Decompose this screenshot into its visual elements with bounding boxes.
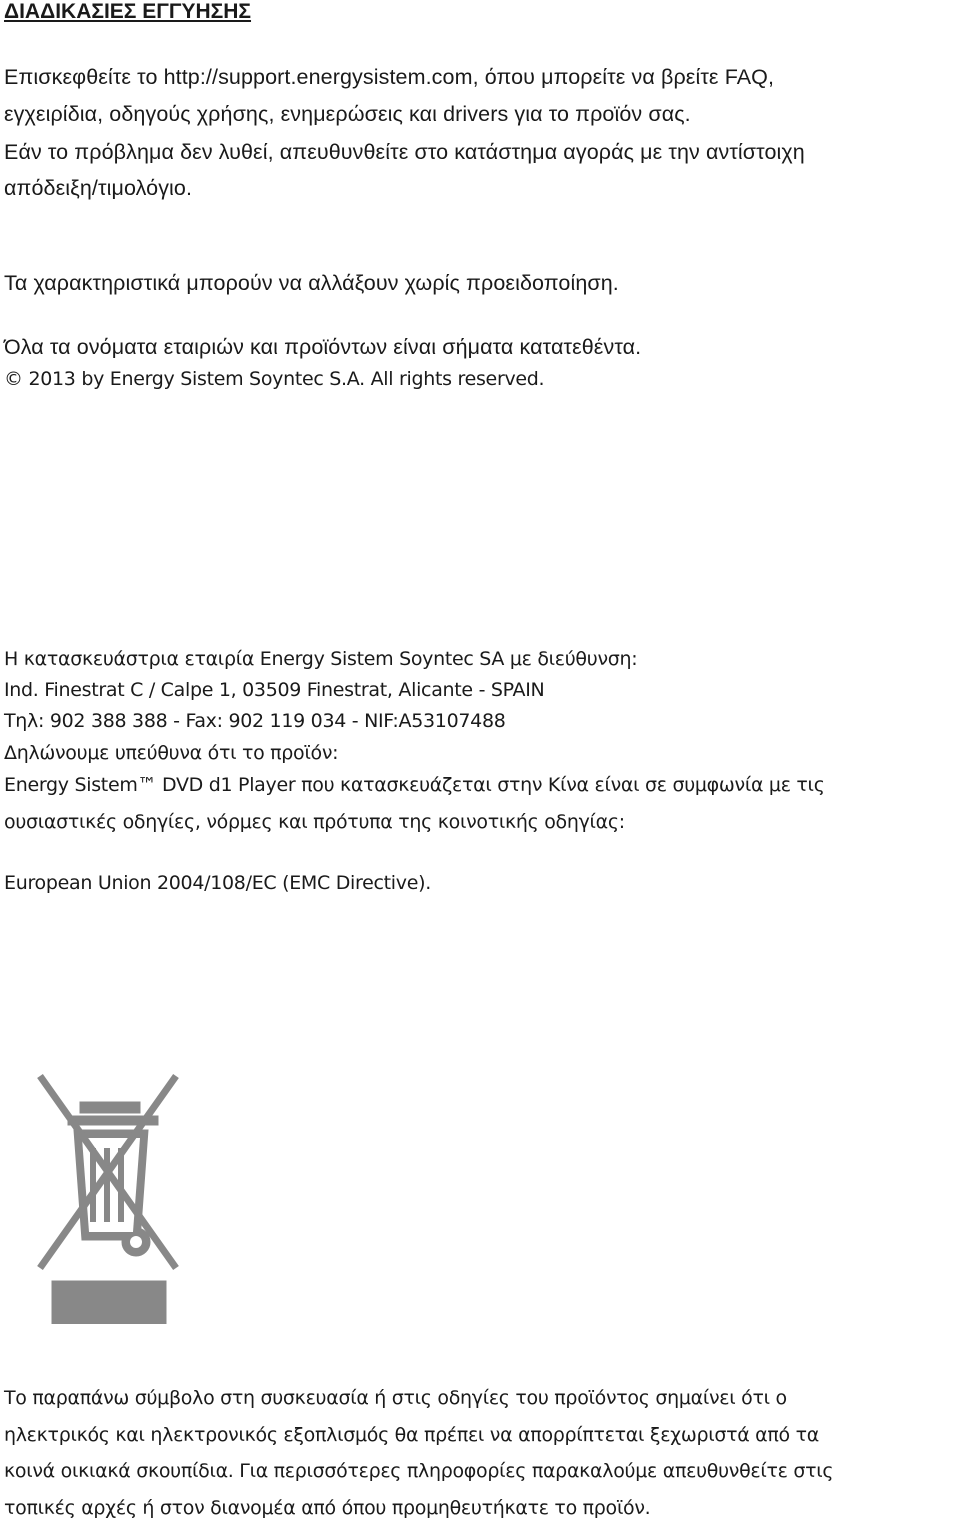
declaration-line-5: Energy Sistem™ DVD d1 Player που κατασκευάζεται στην Κίνα είναι σε συμφωνία με τις xyxy=(4,774,825,796)
notice-trademarks: Όλα τα ονόματα εταιριών και προϊόντων είναι σήματα κατατεθέντα. xyxy=(4,335,642,359)
disposal-line-4: τοπικές αρχές ή στον διανομέα από όπου προμηθευτήκατε το προϊόν. xyxy=(4,1497,651,1519)
warranty-line-4: απόδειξη/τιμολόγιο. xyxy=(4,176,193,200)
disposal-line-1: Το παραπάνω σύμβολο στη συσκευασία ή στις οδηγίες του προϊόντος σημαίνει ότι ο xyxy=(4,1387,787,1409)
declaration-line-6: ουσιαστικές οδηγίες, νόρμες και πρότυπα της κοινοτικής οδηγίας: xyxy=(4,811,625,833)
notice-specs-change: Τα χαρακτηριστικά μπορούν να αλλάξουν χωρίς προειδοποίηση. xyxy=(4,271,619,295)
declaration-line-2: Ind. Finestrat C / Calpe 1, 03509 Finestrat, Alicante - SPAIN xyxy=(4,679,545,701)
page-title: ΔΙΑΔΙΚΑΣΙΕΣ ΕΓΓΥΗΣΗΣ xyxy=(4,0,252,23)
warranty-line-3: Εάν το πρόβλημα δεν λυθεί, απευθυνθείτε στο κατάστημα αγοράς με την αντίστοιχη xyxy=(4,140,805,164)
crossed-out-wheelie-bin-icon xyxy=(36,1072,182,1324)
declaration-line-3: Τηλ: 902 388 388 - Fax: 902 119 034 - NIF:A53107488 xyxy=(4,710,506,732)
warranty-line-2: εγχειρίδια, οδηγούς χρήσης, ενημερώσεις και drivers για το προϊόν σας. xyxy=(4,102,691,126)
copyright-line: © 2013 by Energy Sistem Soyntec S.A. All rights reserved. xyxy=(4,368,545,390)
directive-line: European Union 2004/108/EC (EMC Directive). xyxy=(4,872,431,894)
declaration-line-1: Η κατασκευάστρια εταιρία Energy Sistem Soyntec SA με διεύθυνση: xyxy=(4,648,638,670)
disposal-line-3: κοινά οικιακά σκουπίδια. Για περισσότερες πληροφορίες παρακαλούμε απευθυνθείτε στις xyxy=(4,1460,834,1482)
warranty-line-1: Επισκεφθείτε το http://support.energysistem.com, όπου μπορείτε να βρείτε FAQ, xyxy=(4,65,775,89)
declaration-line-4: Δηλώνουμε υπεύθυνα ότι το προϊόν: xyxy=(4,742,339,764)
disposal-line-2: ηλεκτρικός και ηλεκτρονικός εξοπλισμός θα πρέπει να απορρίπτεται ξεχωριστά από τα xyxy=(4,1424,819,1446)
